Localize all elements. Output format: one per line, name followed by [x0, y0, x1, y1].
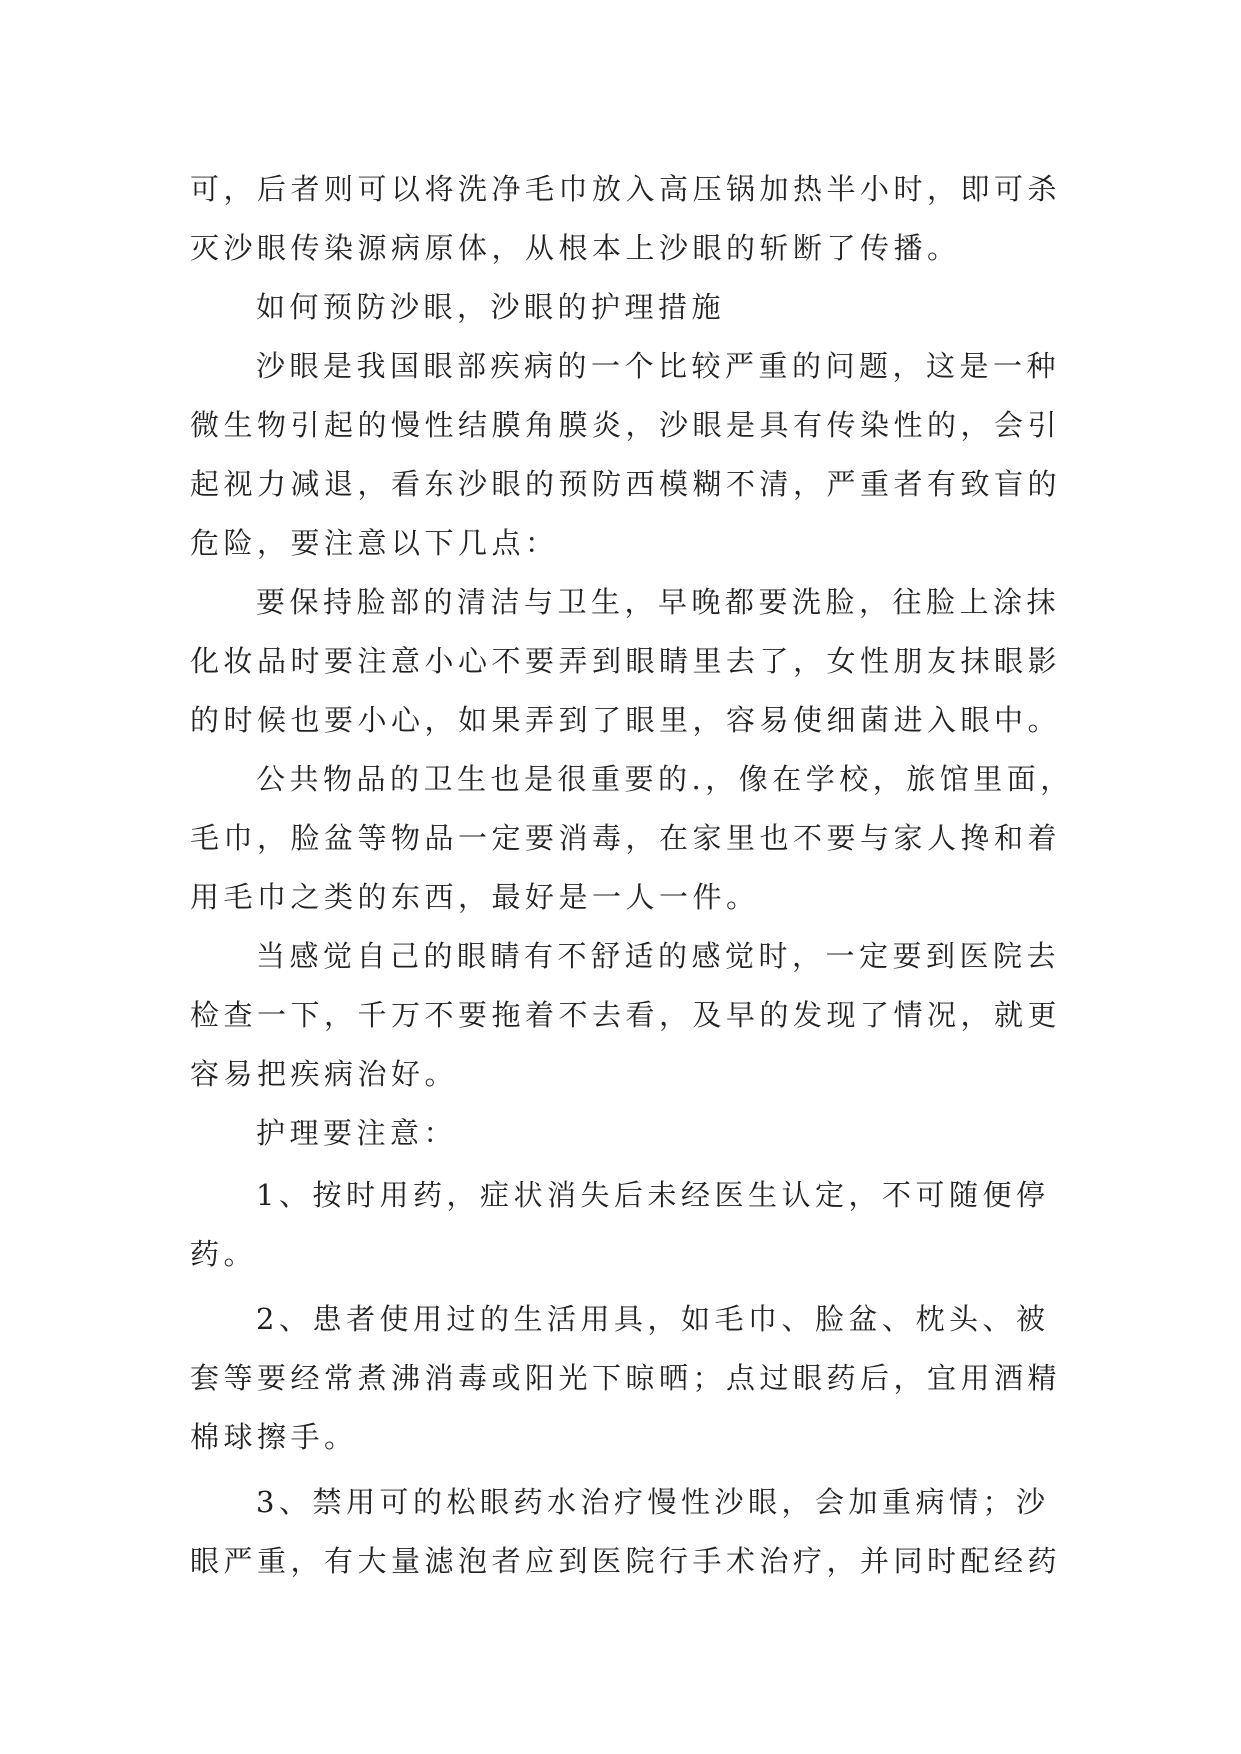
text-line: 化妆品时要注意小心不要弄到眼睛里去了，女性朋友抹眼影: [190, 644, 1062, 678]
text-line: 检查一下，千万不要拖着不去看，及早的发现了情况，就更: [190, 998, 1062, 1032]
text-line: 微生物引起的慢性结膜角膜炎，沙眼是具有传染性的，会引: [190, 408, 1062, 442]
text-line: 毛巾，脸盆等物品一定要消毒，在家里也不要与家人搀和着: [190, 821, 1062, 855]
text-line: 用毛巾之类的东西，最好是一人一件。: [190, 880, 760, 914]
text-line: 公共物品的卫生也是很重要的.，像在学校，旅馆里面，: [256, 762, 1074, 796]
text-line: 药。: [190, 1237, 258, 1271]
section-heading: 护理要注意：: [256, 1116, 458, 1150]
text-line: 眼严重，有大量滤泡者应到医院行手术治疗，并同时配经药: [190, 1544, 1062, 1578]
text-line: 棉球擦手。: [190, 1420, 358, 1454]
text-line: 危险，要注意以下几点：: [190, 526, 559, 560]
text-line: 套等要经常煮沸消毒或阳光下晾晒；点过眼药后，宜用酒精: [190, 1361, 1062, 1395]
list-item-1: 1、按时用药，症状消失后未经医生认定，不可随便停: [256, 1178, 1050, 1212]
text-line: 可，后者则可以将洗净毛巾放入高压锅加热半小时，即可杀: [190, 172, 1062, 206]
text-line: 起视力减退，看东沙眼的预防西模糊不清，严重者有致盲的: [190, 467, 1062, 501]
list-item-3: 3、禁用可的松眼药水治疗慢性沙眼，会加重病情；沙: [256, 1485, 1050, 1519]
document-body: [190, 160, 1074, 1591]
text-line: 容易把疾病治好。: [190, 1057, 459, 1091]
section-heading: 如何预防沙眼，沙眼的护理措施: [256, 290, 726, 324]
text-line: 沙眼是我国眼部疾病的一个比较严重的问题，这是一种: [256, 349, 1061, 383]
text-line: 的时候也要小心，如果弄到了眼里，容易使细菌进入眼中。: [190, 703, 1062, 737]
text-line: 要保持脸部的清洁与卫生，早晚都要洗脸，往脸上涂抹: [256, 585, 1061, 619]
text-line: 当感觉自己的眼睛有不舒适的感觉时，一定要到医院去: [256, 939, 1061, 973]
text-line: 灭沙眼传染源病原体，从根本上沙眼的斩断了传播。: [190, 231, 961, 265]
list-item-2: 2、患者使用过的生活用具，如毛巾、脸盆、枕头、被: [256, 1302, 1050, 1336]
